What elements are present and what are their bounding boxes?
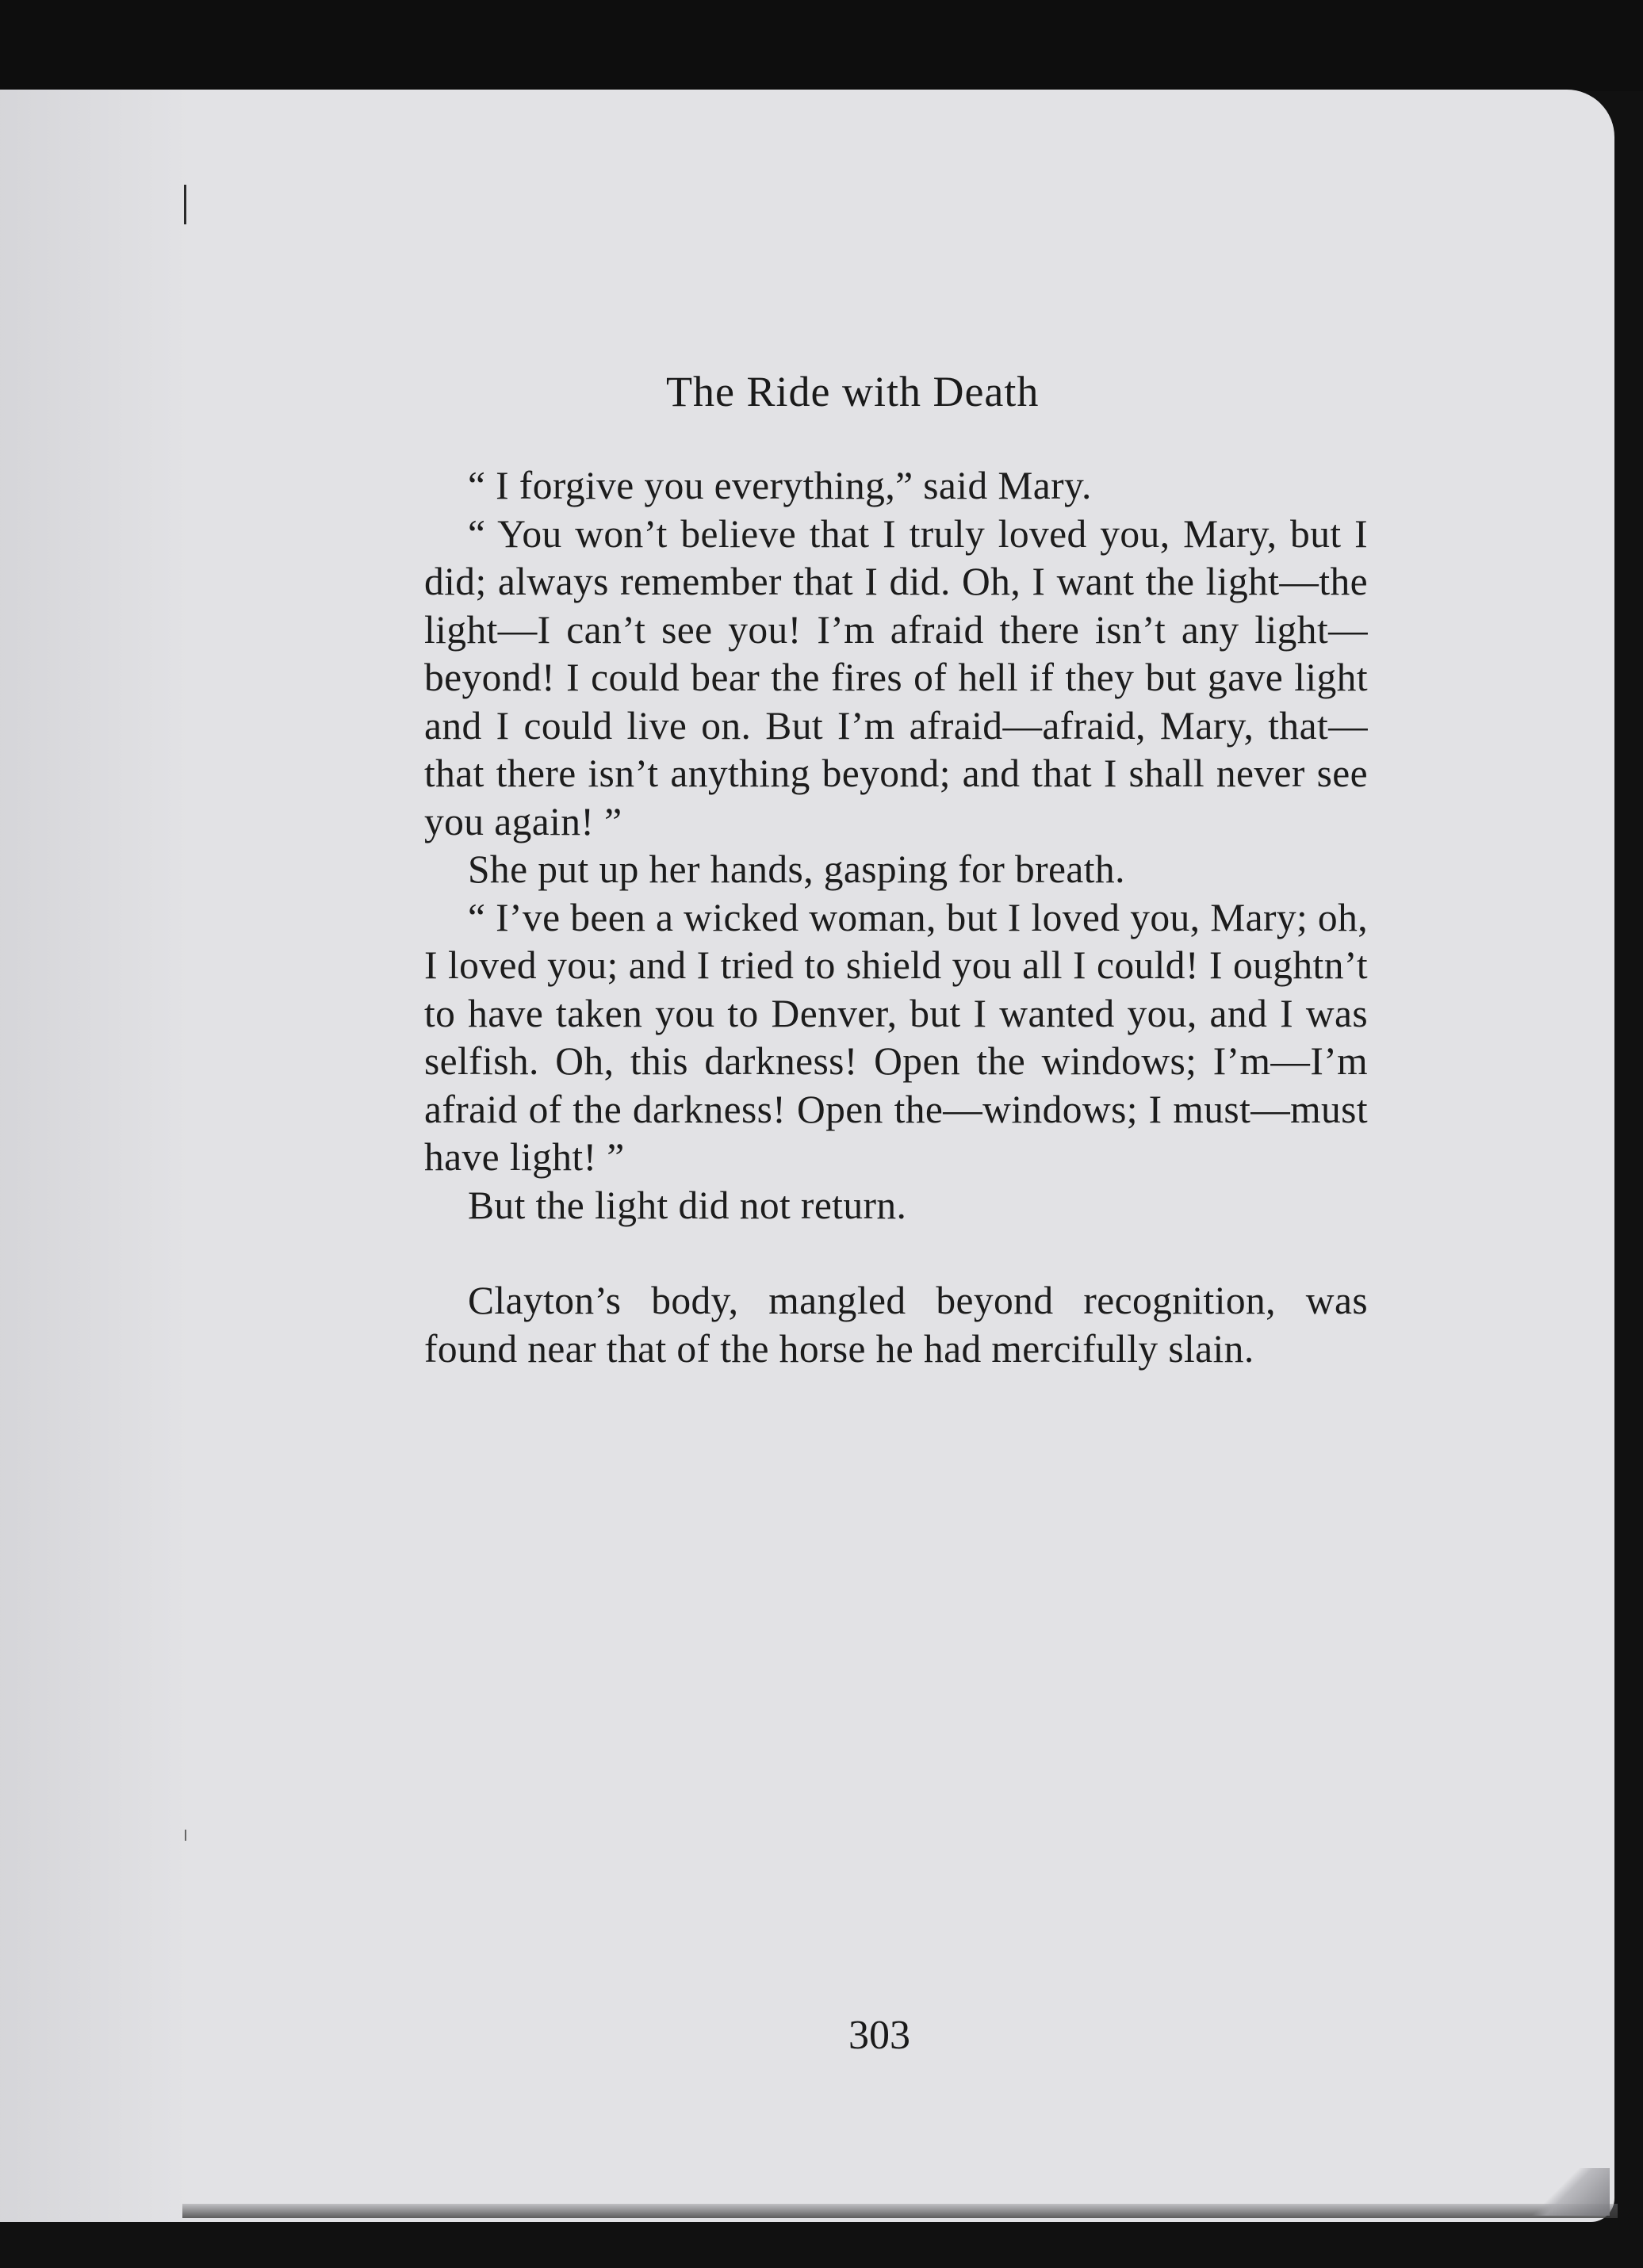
body-text	[424, 462, 1368, 1373]
gutter-tick	[185, 1830, 186, 1841]
gutter-mark	[184, 185, 186, 224]
paragraph: But the light did not return.	[468, 1183, 907, 1227]
paragraph: She put up her hands, gasping for breath.	[468, 847, 1125, 891]
running-head: The Ride with Death	[666, 368, 1040, 415]
section-break	[424, 1230, 1368, 1277]
paragraph: Clayton’s body, mangled beyond recognition, was found near that of the horse he had mercifully slain.	[424, 1279, 1368, 1371]
page-number: 303	[848, 2013, 910, 2058]
page-corner-curl	[1515, 2168, 1610, 2216]
paragraph: “ You won’t believe that I truly loved you, Mary, but I did; always remember that I did. Oh, I want the light—the light—I can’t see you! I’m afraid there isn’t any light—beyond! I could bear the fires of hell if they but gave light and I could live on. But I’m afraid—afraid, Mary, that—that there isn’t anything beyond; and that I shall never see you again! ”	[424, 511, 1368, 843]
scan-background-top	[0, 0, 1643, 91]
page-edge-shadow	[182, 2204, 1618, 2218]
book-page	[0, 90, 1614, 2222]
paragraph: “ I forgive you everything,” said Mary.	[468, 464, 1092, 507]
paragraph: “ I’ve been a wicked woman, but I loved you, Mary; oh, I loved you; and I tried to shield you all I could! I oughtn’t to have taken you to Denver, but I wanted you, and I was selfish. Oh, this darkness! Open the windows; I’m—I’m afraid of the darkness! Open the—windows; I must—must have light! ”	[424, 895, 1369, 1179]
